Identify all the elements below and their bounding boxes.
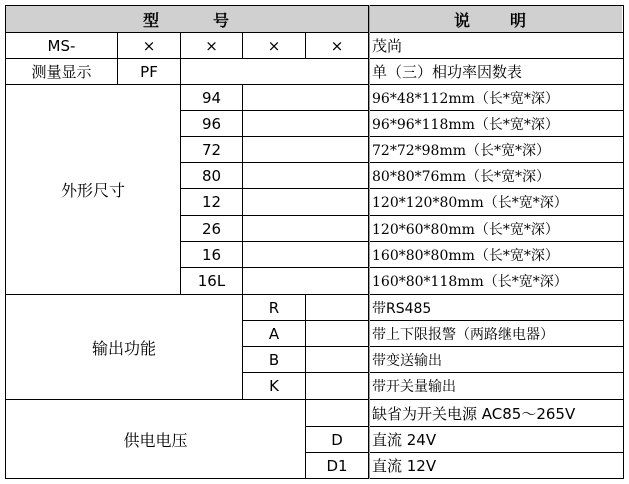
header-desc-bg xyxy=(369,6,622,32)
size-code: 26 xyxy=(201,219,222,238)
size-code: 96 xyxy=(201,114,222,133)
size-desc: 80*80*76mm（长*宽*深） xyxy=(372,168,550,185)
power-label: 供电电压 xyxy=(123,430,188,450)
brand-desc: 茂尚 xyxy=(372,37,403,55)
placeholder-x: × xyxy=(142,36,156,55)
size-code: 16 xyxy=(201,245,222,264)
output-desc: 带变送输出 xyxy=(372,352,442,369)
power-desc: 直流 12V xyxy=(372,457,437,475)
power-desc: 直流 24V xyxy=(372,431,437,449)
size-code: 72 xyxy=(201,140,222,159)
output-code: B xyxy=(268,350,280,369)
output-desc: 带开关量输出 xyxy=(372,379,456,395)
placeholder-x: × xyxy=(330,36,344,55)
output-code: A xyxy=(268,324,280,343)
size-desc: 96*48*112mm（长*宽*深） xyxy=(372,90,559,107)
header-model-char-2: 号 xyxy=(212,10,229,30)
size-code: 94 xyxy=(201,88,222,107)
model-prefix: MS- xyxy=(47,36,76,55)
output-code: R xyxy=(268,298,280,317)
header-desc-char-2: 明 xyxy=(509,10,526,30)
size-desc: 160*80*118mm（长*宽*深） xyxy=(372,274,568,290)
size-desc: 96*96*118mm（长*宽*深） xyxy=(372,116,559,133)
power-desc: 缺省为开关电源 AC85～265V xyxy=(372,404,576,423)
power-code xyxy=(306,400,368,426)
header-model-char-1: 型 xyxy=(142,10,159,30)
size-desc: 72*72*98mm（长*宽*深） xyxy=(372,142,550,159)
output-label: 输出功能 xyxy=(91,338,156,358)
display-label: 测量显示 xyxy=(31,63,92,81)
size-desc: 160*80*80mm（长*宽*深） xyxy=(372,247,559,264)
placeholder-x: × xyxy=(267,36,281,55)
size-label: 外形尺寸 xyxy=(60,181,125,200)
size-desc: 120*60*80mm（长*宽*深） xyxy=(372,221,559,238)
placeholder-x: × xyxy=(205,36,218,55)
size-code: 16L xyxy=(197,272,226,290)
output-code: K xyxy=(269,377,279,395)
output-desc: 带RS485 xyxy=(372,300,432,317)
header-desc-char-1: 说 xyxy=(453,10,470,30)
display-desc: 单（三）相功率因数表 xyxy=(372,63,523,81)
size-desc: 120*120*80mm（长*宽*深） xyxy=(372,195,568,211)
power-code: D1 xyxy=(326,456,348,475)
size-code: 80 xyxy=(201,166,222,185)
display-code: PF xyxy=(140,62,158,81)
power-code: D xyxy=(331,430,343,449)
grid-line xyxy=(5,478,624,479)
header-model-bg xyxy=(6,6,368,32)
output-desc: 带上下限报警（两路继电器） xyxy=(372,326,554,343)
size-code: 12 xyxy=(201,193,222,211)
